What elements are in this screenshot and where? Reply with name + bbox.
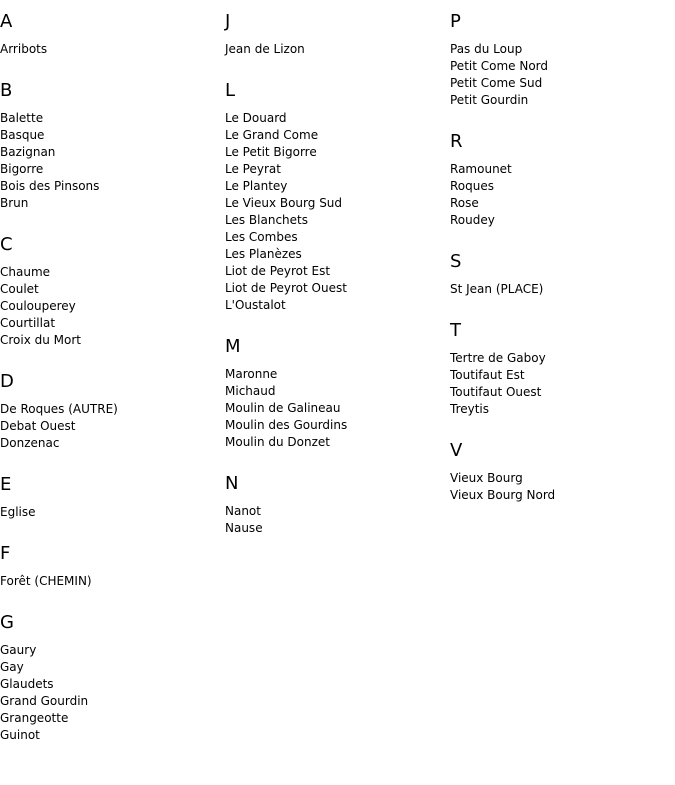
place-name-item[interactable]: Le Grand Come — [225, 128, 319, 142]
letter-group — [0, 543, 220, 590]
place-name-item[interactable]: Les Combes — [225, 230, 298, 244]
place-list — [450, 350, 670, 418]
letter-heading: E — [0, 474, 12, 495]
place-name-item[interactable]: Maronne — [225, 367, 278, 381]
place-name-item[interactable]: Vieux Bourg — [450, 471, 523, 485]
letter-heading: N — [225, 473, 239, 494]
place-name-item[interactable]: Bois des Pinsons — [0, 179, 100, 193]
letter-heading: V — [450, 440, 463, 461]
place-name-item[interactable]: Grand Gourdin — [0, 694, 89, 708]
place-name-item[interactable]: Roques — [450, 179, 494, 193]
place-list — [0, 41, 220, 58]
place-name-item[interactable]: Moulin des Gourdins — [225, 418, 348, 432]
place-list — [0, 642, 220, 744]
place-name-item[interactable]: Bigorre — [0, 162, 44, 176]
place-name-item[interactable]: Petit Come Nord — [450, 59, 549, 73]
place-name-item[interactable]: Rose — [450, 196, 479, 210]
place-list — [0, 504, 220, 521]
place-name-item[interactable]: Gay — [0, 660, 24, 674]
letter-heading: T — [450, 320, 461, 341]
place-name-item[interactable]: Chaume — [0, 265, 51, 279]
place-list — [450, 41, 670, 109]
letter-group — [0, 371, 220, 452]
place-name-item[interactable]: Le Peyrat — [225, 162, 281, 176]
place-name-item[interactable]: Le Douard — [225, 111, 287, 125]
place-name-item[interactable]: Basque — [0, 128, 45, 142]
place-name-item[interactable]: Les Blanchets — [225, 213, 308, 227]
place-name-item[interactable]: Liot de Peyrot Ouest — [225, 281, 347, 295]
place-name-item[interactable]: Brun — [0, 196, 29, 210]
place-name-item[interactable]: Petit Come Sud — [450, 76, 543, 90]
place-name-item[interactable]: Vieux Bourg Nord — [450, 488, 556, 502]
place-name-item[interactable]: Eglise — [0, 505, 36, 519]
index-column-3 — [450, 11, 670, 526]
letter-group — [225, 336, 445, 451]
place-list — [225, 503, 445, 537]
place-list — [225, 366, 445, 451]
letter-group — [225, 473, 445, 537]
place-name-item[interactable]: Bazignan — [0, 145, 56, 159]
place-list — [450, 281, 670, 298]
letter-group — [0, 612, 220, 744]
place-name-item[interactable]: Debat Ouest — [0, 419, 76, 433]
letter-heading: L — [225, 80, 236, 101]
place-list — [225, 110, 445, 314]
place-name-item[interactable]: Grangeotte — [0, 711, 69, 725]
place-name-item[interactable]: Les Planèzes — [225, 247, 302, 261]
letter-group — [0, 474, 220, 521]
place-name-item[interactable]: Nanot — [225, 504, 261, 518]
letter-group — [450, 251, 670, 298]
place-name-item[interactable]: Roudey — [450, 213, 495, 227]
place-name-item[interactable]: Toutifaut Est — [450, 368, 525, 382]
letter-group — [225, 80, 445, 314]
place-name-item[interactable]: Moulin du Donzet — [225, 435, 330, 449]
letter-heading: D — [0, 371, 14, 392]
index-column-2 — [225, 11, 445, 559]
place-name-item[interactable]: Treytis — [450, 402, 490, 416]
place-name-item[interactable]: Forêt (CHEMIN) — [0, 574, 92, 588]
place-name-item[interactable]: Michaud — [225, 384, 276, 398]
place-name-item[interactable]: Le Vieux Bourg Sud — [225, 196, 343, 210]
letter-heading: B — [0, 80, 13, 101]
place-name-item[interactable]: Moulin de Galineau — [225, 401, 341, 415]
place-name-item[interactable]: Courtillat — [0, 316, 56, 330]
letter-heading: C — [0, 234, 13, 255]
letter-group — [0, 80, 220, 212]
place-list — [450, 470, 670, 504]
letter-group — [450, 11, 670, 109]
place-name-item[interactable]: Croix du Mort — [0, 333, 82, 347]
place-name-item[interactable]: L'Oustalot — [225, 298, 286, 312]
place-name-item[interactable]: Pas du Loup — [450, 42, 523, 56]
place-name-item[interactable]: De Roques (AUTRE) — [0, 402, 118, 416]
place-name-item[interactable]: Nause — [225, 521, 263, 535]
place-name-item[interactable]: Gaury — [0, 643, 37, 657]
letter-heading: R — [450, 131, 463, 152]
letter-group — [450, 131, 670, 229]
letter-group — [225, 11, 445, 58]
place-name-item[interactable]: Jean de Lizon — [225, 42, 305, 56]
letter-heading: G — [0, 612, 14, 633]
place-list — [0, 110, 220, 212]
place-name-item[interactable]: Ramounet — [450, 162, 512, 176]
place-name-item[interactable]: Donzenac — [0, 436, 60, 450]
place-name-item[interactable]: Guinot — [0, 728, 40, 742]
place-list — [0, 401, 220, 452]
letter-group — [0, 234, 220, 349]
place-list — [0, 264, 220, 349]
place-list — [0, 573, 220, 590]
place-name-item[interactable]: Glaudets — [0, 677, 54, 691]
letter-heading: M — [225, 336, 241, 357]
letter-heading: F — [0, 543, 11, 564]
place-name-item[interactable]: Le Petit Bigorre — [225, 145, 317, 159]
letter-heading: A — [0, 11, 13, 32]
letter-group — [450, 320, 670, 418]
place-list — [450, 161, 670, 229]
place-name-item[interactable]: Arribots — [0, 42, 48, 56]
place-name-item[interactable]: Le Plantey — [225, 179, 288, 193]
place-name-item[interactable]: St Jean (PLACE) — [450, 282, 544, 296]
index-column-1 — [0, 11, 220, 766]
place-name-item[interactable]: Coulet — [0, 282, 39, 296]
place-name-item[interactable]: Coulouperey — [0, 299, 76, 313]
place-name-item[interactable]: Petit Gourdin — [450, 93, 529, 107]
letter-heading: J — [225, 11, 231, 32]
place-list — [225, 41, 445, 58]
place-name-item[interactable]: Balette — [0, 111, 44, 125]
letter-group — [450, 440, 670, 504]
letter-heading: S — [450, 251, 462, 272]
letter-heading: P — [450, 11, 461, 32]
place-name-item[interactable]: Toutifaut Ouest — [450, 385, 542, 399]
place-name-item[interactable]: Liot de Peyrot Est — [225, 264, 331, 278]
letter-group — [0, 11, 220, 58]
place-name-item[interactable]: Tertre de Gaboy — [450, 351, 546, 365]
